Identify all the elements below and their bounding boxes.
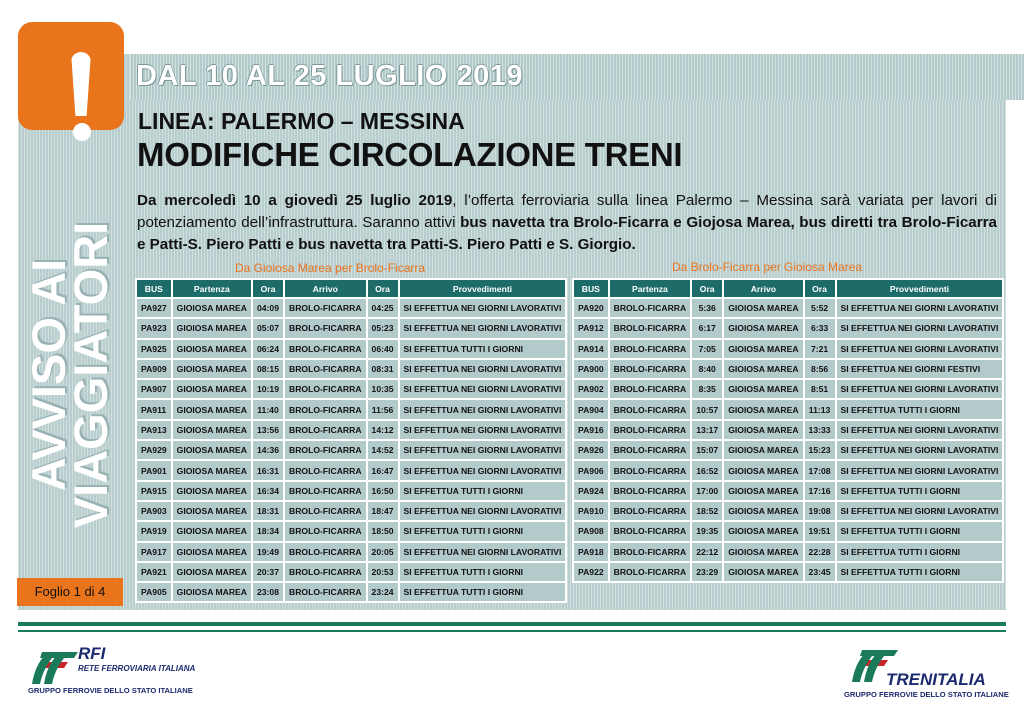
table-cell: 6:33	[805, 319, 835, 337]
table-cell: GIOIOSA MAREA	[173, 400, 251, 418]
table-cell: SI EFFETTUA NEI GIORNI LAVORATIVI	[400, 543, 566, 561]
page-title: MODIFICHE CIRCOLAZIONE TRENI	[137, 136, 683, 173]
warning-icon-dot	[73, 123, 91, 141]
table-header-row	[137, 280, 565, 297]
table-header-row	[574, 280, 1002, 297]
table-row	[574, 441, 1002, 459]
table-cell: SI EFFETTUA NEI GIORNI LAVORATIVI	[400, 299, 566, 317]
table-row	[574, 461, 1002, 479]
table-cell: GIOIOSA MAREA	[173, 380, 251, 398]
table-cell: PA923	[137, 319, 171, 337]
warning-icon-bar	[71, 52, 91, 116]
table-cell: 16:50	[368, 482, 398, 500]
table-cell: 11:56	[368, 400, 398, 418]
table-cell: PA913	[137, 421, 171, 439]
table-cell: 17:00	[692, 482, 722, 500]
footer-rule	[18, 622, 1006, 626]
table-cell: PA909	[137, 360, 171, 378]
table-cell: 22:28	[805, 543, 835, 561]
table-row	[574, 543, 1002, 561]
col-provvedimenti: Provvedimenti	[837, 280, 1003, 297]
table-cell: BROLO-FICARRA	[285, 563, 366, 581]
table-cell: PA929	[137, 441, 171, 459]
table-row	[137, 522, 565, 540]
col-ora-partenza: Ora	[692, 280, 722, 297]
table-cell: BROLO-FICARRA	[610, 441, 691, 459]
col-provvedimenti: Provvedimenti	[400, 280, 566, 297]
table-cell: SI EFFETTUA NEI GIORNI LAVORATIVI	[400, 400, 566, 418]
table-cell: PA907	[137, 380, 171, 398]
table-cell: 16:34	[253, 482, 283, 500]
table-cell: 14:12	[368, 421, 398, 439]
table-row	[137, 340, 565, 358]
table-cell: SI EFFETTUA TUTTI I GIORNI	[837, 543, 1003, 561]
table-row	[137, 482, 565, 500]
table-cell: BROLO-FICARRA	[610, 502, 691, 520]
table-cell: BROLO-FICARRA	[285, 461, 366, 479]
table-cell: 8:56	[805, 360, 835, 378]
table-cell: 20:37	[253, 563, 283, 581]
table-cell: GIOIOSA MAREA	[724, 340, 802, 358]
table-cell: GIOIOSA MAREA	[724, 543, 802, 561]
footer-rule-thin	[18, 630, 1006, 632]
table-row	[137, 400, 565, 418]
table-row	[574, 340, 1002, 358]
table-cell: GIOIOSA MAREA	[173, 319, 251, 337]
table-cell: 19:51	[805, 522, 835, 540]
table-cell: SI EFFETTUA NEI GIORNI LAVORATIVI	[400, 421, 566, 439]
table-cell: PA904	[574, 400, 608, 418]
intro-body: , l’offerta ferroviaria sulla linea Palermo – Messina sarà variata per lavori di potenziamento dell’infrastruttura. Saranno attivi	[137, 192, 997, 231]
side-banner-line2: VIAGGIATORI	[64, 221, 117, 529]
table-cell: 23:29	[692, 563, 722, 581]
table-cell: 04:09	[253, 299, 283, 317]
table-cell: GIOIOSA MAREA	[724, 319, 802, 337]
right-table-title: Da Brolo-Ficarra per Gioiosa Marea	[672, 260, 863, 274]
table-row	[574, 502, 1002, 520]
table-cell: PA900	[574, 360, 608, 378]
table-cell: 22:12	[692, 543, 722, 561]
table-row	[137, 421, 565, 439]
table-row	[574, 522, 1002, 540]
table-cell: 10:57	[692, 400, 722, 418]
table-cell: BROLO-FICARRA	[285, 400, 366, 418]
table-cell: BROLO-FICARRA	[285, 299, 366, 317]
table-cell: SI EFFETTUA NEI GIORNI LAVORATIVI	[400, 461, 566, 479]
side-banner	[20, 190, 120, 560]
trenitalia-group: GRUPPO FERROVIE DELLO STATO ITALIANE	[844, 690, 1009, 699]
table-cell: 15:23	[805, 441, 835, 459]
table-cell: 13:17	[692, 421, 722, 439]
table-cell: 19:35	[692, 522, 722, 540]
table-cell: SI EFFETTUA NEI GIORNI LAVORATIVI	[400, 319, 566, 337]
table-cell: 18:34	[253, 522, 283, 540]
table-row	[137, 441, 565, 459]
table-cell: BROLO-FICARRA	[610, 400, 691, 418]
intro-bus-services: bus navetta tra Brolo-Ficarra e Giojosa Marea, bus diretti tra Brolo-Ficarra e Patti-S. Piero Patti e bus navetta tra Patti-S. Piero Patti e S. Giorgio.	[137, 214, 997, 253]
table-cell: PA920	[574, 299, 608, 317]
table-cell: PA902	[574, 380, 608, 398]
table-cell: 8:40	[692, 360, 722, 378]
table-row	[574, 400, 1002, 418]
table-cell: SI EFFETTUA NEI GIORNI LAVORATIVI	[837, 340, 1003, 358]
table-row	[137, 502, 565, 520]
table-cell: BROLO-FICARRA	[285, 421, 366, 439]
table-cell: BROLO-FICARRA	[285, 319, 366, 337]
table-cell: PA915	[137, 482, 171, 500]
table-cell: GIOIOSA MAREA	[173, 522, 251, 540]
table-cell: GIOIOSA MAREA	[173, 543, 251, 561]
table-cell: 20:53	[368, 563, 398, 581]
col-ora-arrivo: Ora	[805, 280, 835, 297]
rfi-logo	[22, 642, 212, 702]
table-cell: 11:13	[805, 400, 835, 418]
table-cell: SI EFFETTUA TUTTI I GIORNI	[837, 522, 1003, 540]
table-cell: PA908	[574, 522, 608, 540]
col-ora-partenza: Ora	[253, 280, 283, 297]
table-cell: SI EFFETTUA NEI GIORNI LAVORATIVI	[837, 441, 1003, 459]
table-cell: SI EFFETTUA NEI GIORNI LAVORATIVI	[837, 461, 1003, 479]
col-partenza: Partenza	[610, 280, 691, 297]
table-row	[574, 380, 1002, 398]
table-cell: 10:19	[253, 380, 283, 398]
table-cell: PA921	[137, 563, 171, 581]
table-cell: GIOIOSA MAREA	[173, 299, 251, 317]
table-cell: 20:05	[368, 543, 398, 561]
table-cell: BROLO-FICARRA	[610, 340, 691, 358]
table-cell: GIOIOSA MAREA	[173, 441, 251, 459]
rfi-group: GRUPPO FERROVIE DELLO STATO ITALIANE	[28, 686, 193, 695]
table-cell: BROLO-FICARRA	[285, 583, 366, 601]
table-cell: SI EFFETTUA TUTTI I GIORNI	[837, 482, 1003, 500]
table-cell: PA911	[137, 400, 171, 418]
table-cell: 23:08	[253, 583, 283, 601]
table-cell: SI EFFETTUA NEI GIORNI LAVORATIVI	[400, 360, 566, 378]
table-cell: 05:07	[253, 319, 283, 337]
table-cell: GIOIOSA MAREA	[724, 522, 802, 540]
table-cell: GIOIOSA MAREA	[173, 360, 251, 378]
table-cell: PA918	[574, 543, 608, 561]
col-ora-arrivo: Ora	[368, 280, 398, 297]
table-cell: PA903	[137, 502, 171, 520]
table-cell: 04:25	[368, 299, 398, 317]
timetable-right	[572, 278, 1004, 583]
side-banner-text	[22, 190, 117, 560]
table-cell: GIOIOSA MAREA	[724, 482, 802, 500]
table-cell: SI EFFETTUA TUTTI I GIORNI	[837, 400, 1003, 418]
table-cell: PA906	[574, 461, 608, 479]
table-cell: 19:08	[805, 502, 835, 520]
table-cell: 17:16	[805, 482, 835, 500]
table-cell: SI EFFETTUA NEI GIORNI LAVORATIVI	[837, 421, 1003, 439]
table-cell: 19:49	[253, 543, 283, 561]
table-cell: PA910	[574, 502, 608, 520]
table-cell: SI EFFETTUA NEI GIORNI LAVORATIVI	[400, 502, 566, 520]
table-cell: PA901	[137, 461, 171, 479]
table-cell: PA912	[574, 319, 608, 337]
col-bus: BUS	[574, 280, 608, 297]
table-cell: 23:45	[805, 563, 835, 581]
table-cell: GIOIOSA MAREA	[724, 360, 802, 378]
table-cell: 10:35	[368, 380, 398, 398]
table-cell: BROLO-FICARRA	[610, 563, 691, 581]
intro-dates: Da mercoledì 10 a giovedì 25 luglio 2019	[137, 192, 453, 209]
table-cell: BROLO-FICARRA	[285, 482, 366, 500]
table-row	[574, 360, 1002, 378]
table-cell: 13:56	[253, 421, 283, 439]
table-row	[137, 299, 565, 317]
table-cell: PA916	[574, 421, 608, 439]
sheet-indicator: Foglio 1 di 4	[17, 578, 123, 606]
table-cell: BROLO-FICARRA	[610, 482, 691, 500]
table-cell: PA917	[137, 543, 171, 561]
table-cell: BROLO-FICARRA	[285, 522, 366, 540]
left-table-body	[137, 299, 565, 601]
table-cell: PA926	[574, 441, 608, 459]
table-cell: BROLO-FICARRA	[610, 319, 691, 337]
table-cell: SI EFFETTUA NEI GIORNI LAVORATIVI	[837, 299, 1003, 317]
table-cell: PA925	[137, 340, 171, 358]
table-cell: BROLO-FICARRA	[285, 441, 366, 459]
line-title: LINEA: PALERMO – MESSINA	[138, 108, 465, 134]
rfi-logo-icon	[28, 646, 82, 686]
table-row	[137, 583, 565, 601]
table-cell: 13:33	[805, 421, 835, 439]
table-cell: BROLO-FICARRA	[285, 543, 366, 561]
table-row	[137, 543, 565, 561]
intro-paragraph	[137, 190, 997, 256]
table-cell: 7:05	[692, 340, 722, 358]
table-cell: 14:36	[253, 441, 283, 459]
table-cell: 16:47	[368, 461, 398, 479]
table-row	[574, 299, 1002, 317]
table-row	[137, 360, 565, 378]
date-range-title: DAL 10 AL 25 LUGLIO 2019	[136, 60, 523, 92]
col-arrivo: Arrivo	[285, 280, 366, 297]
table-cell: BROLO-FICARRA	[610, 522, 691, 540]
table-cell: GIOIOSA MAREA	[173, 461, 251, 479]
table-cell: GIOIOSA MAREA	[173, 583, 251, 601]
table-cell: BROLO-FICARRA	[610, 461, 691, 479]
table-row	[574, 563, 1002, 581]
side-banner-line1: AVVISO AI	[22, 258, 75, 492]
trenitalia-name: TRENITALIA	[886, 670, 986, 689]
trenitalia-logo	[842, 646, 1012, 706]
table-cell: 8:51	[805, 380, 835, 398]
table-cell: SI EFFETTUA TUTTI I GIORNI	[400, 522, 566, 540]
table-cell: BROLO-FICARRA	[610, 543, 691, 561]
table-cell: GIOIOSA MAREA	[724, 461, 802, 479]
table-cell: SI EFFETTUA NEI GIORNI LAVORATIVI	[837, 502, 1003, 520]
table-cell: GIOIOSA MAREA	[724, 441, 802, 459]
col-bus: BUS	[137, 280, 171, 297]
table-cell: SI EFFETTUA NEI GIORNI FESTIVI	[837, 360, 1003, 378]
table-cell: SI EFFETTUA TUTTI I GIORNI	[400, 340, 566, 358]
table-cell: 17:08	[805, 461, 835, 479]
warning-icon	[18, 22, 124, 130]
table-cell: 11:40	[253, 400, 283, 418]
table-cell: SI EFFETTUA NEI GIORNI LAVORATIVI	[837, 380, 1003, 398]
table-cell: SI EFFETTUA TUTTI I GIORNI	[400, 563, 566, 581]
table-cell: PA922	[574, 563, 608, 581]
table-cell: 18:31	[253, 502, 283, 520]
table-row	[137, 319, 565, 337]
table-cell: 08:15	[253, 360, 283, 378]
table-row	[137, 380, 565, 398]
table-cell: PA914	[574, 340, 608, 358]
table-cell: BROLO-FICARRA	[285, 340, 366, 358]
table-cell: BROLO-FICARRA	[285, 502, 366, 520]
table-cell: 16:52	[692, 461, 722, 479]
table-cell: 06:40	[368, 340, 398, 358]
table-cell: 14:52	[368, 441, 398, 459]
table-cell: 7:21	[805, 340, 835, 358]
table-cell: BROLO-FICARRA	[610, 360, 691, 378]
table-cell: SI EFFETTUA NEI GIORNI LAVORATIVI	[400, 441, 566, 459]
table-cell: PA905	[137, 583, 171, 601]
table-row	[137, 461, 565, 479]
table-row	[574, 319, 1002, 337]
table-cell: GIOIOSA MAREA	[173, 502, 251, 520]
table-cell: BROLO-FICARRA	[285, 360, 366, 378]
table-cell: GIOIOSA MAREA	[724, 563, 802, 581]
col-partenza: Partenza	[173, 280, 251, 297]
table-cell: BROLO-FICARRA	[285, 380, 366, 398]
table-cell: SI EFFETTUA NEI GIORNI LAVORATIVI	[400, 380, 566, 398]
rfi-name: RFI	[78, 644, 106, 663]
col-arrivo: Arrivo	[724, 280, 802, 297]
rfi-subtitle: RETE FERROVIARIA ITALIANA	[78, 664, 196, 673]
table-cell: GIOIOSA MAREA	[173, 482, 251, 500]
table-cell: 5:36	[692, 299, 722, 317]
table-cell: GIOIOSA MAREA	[724, 400, 802, 418]
table-cell: PA927	[137, 299, 171, 317]
table-cell: GIOIOSA MAREA	[724, 299, 802, 317]
table-row	[137, 563, 565, 581]
table-cell: 18:52	[692, 502, 722, 520]
table-cell: SI EFFETTUA NEI GIORNI LAVORATIVI	[837, 319, 1003, 337]
table-cell: GIOIOSA MAREA	[173, 421, 251, 439]
table-cell: 15:07	[692, 441, 722, 459]
table-cell: SI EFFETTUA TUTTI I GIORNI	[400, 482, 566, 500]
table-cell: BROLO-FICARRA	[610, 421, 691, 439]
table-cell: PA924	[574, 482, 608, 500]
table-cell: GIOIOSA MAREA	[173, 340, 251, 358]
table-cell: GIOIOSA MAREA	[724, 421, 802, 439]
table-cell: BROLO-FICARRA	[610, 380, 691, 398]
table-cell: 18:47	[368, 502, 398, 520]
right-table-body	[574, 299, 1002, 581]
table-cell: GIOIOSA MAREA	[724, 380, 802, 398]
table-cell: GIOIOSA MAREA	[724, 502, 802, 520]
table-cell: 18:50	[368, 522, 398, 540]
table-cell: 6:17	[692, 319, 722, 337]
left-table-title: Da Gioiosa Marea per Brolo-Ficarra	[235, 261, 426, 275]
table-cell: BROLO-FICARRA	[610, 299, 691, 317]
table-cell: 05:23	[368, 319, 398, 337]
table-cell: 8:35	[692, 380, 722, 398]
table-cell: GIOIOSA MAREA	[173, 563, 251, 581]
table-cell: SI EFFETTUA TUTTI I GIORNI	[837, 563, 1003, 581]
table-cell: 06:24	[253, 340, 283, 358]
table-row	[574, 421, 1002, 439]
table-row	[574, 482, 1002, 500]
table-cell: 08:31	[368, 360, 398, 378]
table-cell: 5:52	[805, 299, 835, 317]
table-cell: SI EFFETTUA TUTTI I GIORNI	[400, 583, 566, 601]
timetable-left	[135, 278, 567, 603]
table-cell: 16:31	[253, 461, 283, 479]
table-cell: 23:24	[368, 583, 398, 601]
table-cell: PA919	[137, 522, 171, 540]
